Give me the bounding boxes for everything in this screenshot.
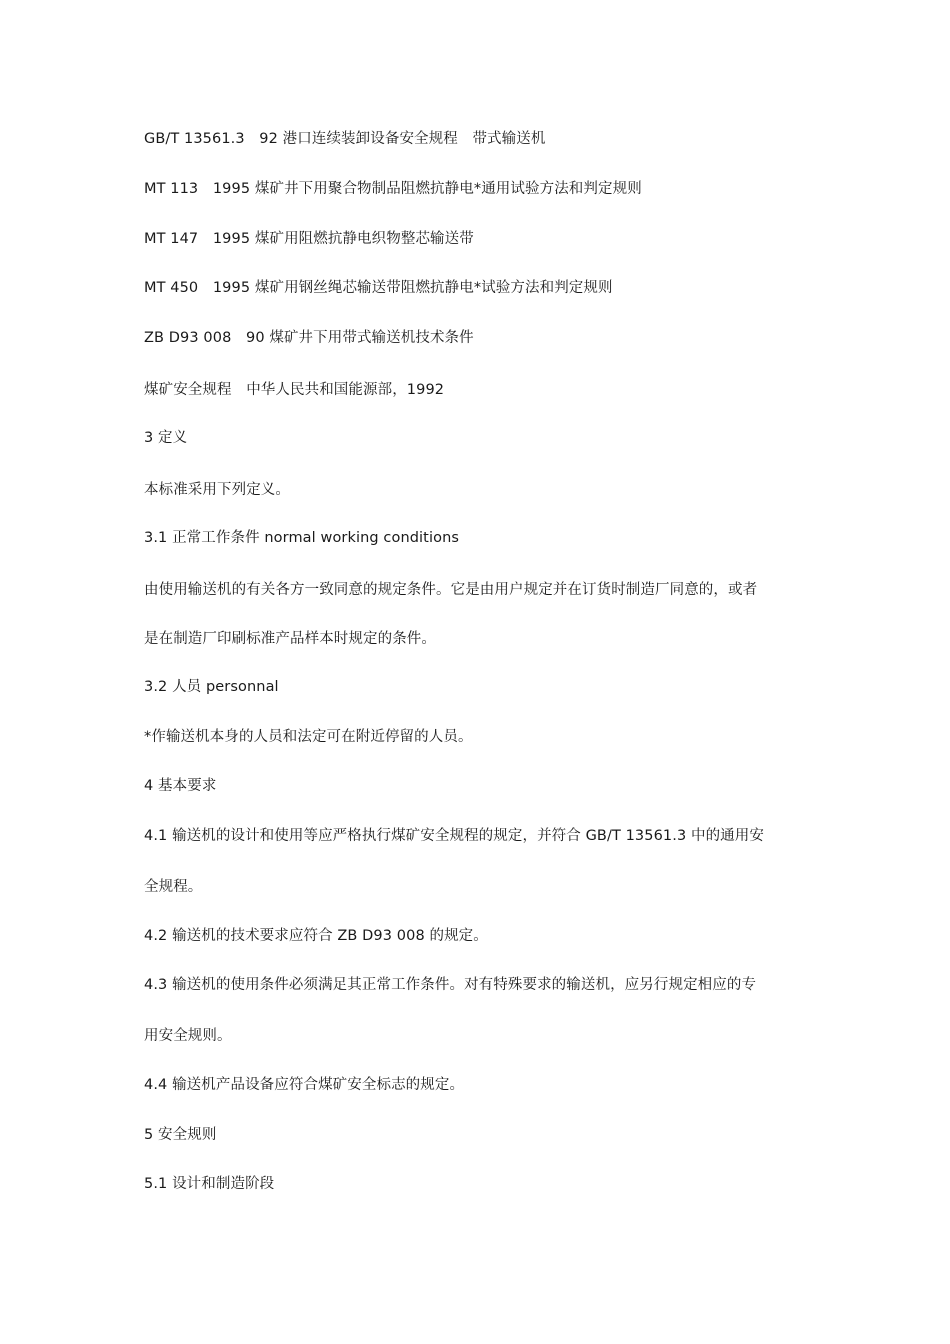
reference-mt-113: MT 113 1995 煤矿井下用聚合物制品阻燃抗静电*通用试验方法和判定规则 xyxy=(144,181,642,197)
clause-4-1-line-2: 全规程。 xyxy=(144,879,203,895)
clause-4-3-line-1: 4.3 输送机的使用条件必须满足其正常工作条件。对有特殊要求的输送机，应另行规定相应的专 xyxy=(144,977,757,993)
paragraph-definitions-intro: 本标准采用下列定义。 xyxy=(144,482,290,498)
reference-zb-d93-008: ZB D93 008 90 煤矿井下用带式输送机技术条件 xyxy=(144,330,474,346)
clause-heading-3-1: 3.1 正常工作条件 normal working conditions xyxy=(144,530,460,546)
clause-heading-5-1: 5.1 设计和制造阶段 xyxy=(144,1176,275,1192)
section-heading-3: 3 定义 xyxy=(144,430,188,446)
clause-4-1-line-1: 4.1 输送机的设计和使用等应严格执行煤矿安全规程的规定，并符合 GB/T 13561.3 中的通用安 xyxy=(144,828,764,844)
reference-coal-mine-safety-code: 煤矿安全规程 中华人民共和国能源部，1992 xyxy=(144,382,445,398)
section-heading-5: 5 安全规则 xyxy=(144,1127,217,1143)
clause-heading-3-2: 3.2 人员 personnal xyxy=(144,679,279,695)
reference-gbt-13561-3: GB/T 13561.3 92 港口连续装卸设备安全规程 带式输送机 xyxy=(144,131,546,147)
section-heading-4: 4 基本要求 xyxy=(144,778,217,794)
paragraph-3-2: *作输送机本身的人员和法定可在附近停留的人员。 xyxy=(144,729,473,745)
paragraph-3-1-line-2: 是在制造厂印刷标准产品样本时规定的条件。 xyxy=(144,631,436,647)
clause-4-3-line-2: 用安全规则。 xyxy=(144,1028,232,1044)
reference-mt-147: MT 147 1995 煤矿用阻燃抗静电织物整芯输送带 xyxy=(144,231,474,247)
clause-4-4: 4.4 输送机产品设备应符合煤矿安全标志的规定。 xyxy=(144,1077,465,1093)
paragraph-3-1-line-1: 由使用输送机的有关各方一致同意的规定条件。它是由用户规定并在订货时制造厂同意的，或者 xyxy=(144,582,758,598)
clause-4-2: 4.2 输送机的技术要求应符合 ZB D93 008 的规定。 xyxy=(144,928,488,944)
reference-mt-450: MT 450 1995 煤矿用钢丝绳芯输送带阻燃抗静电*试验方法和判定规则 xyxy=(144,280,613,296)
